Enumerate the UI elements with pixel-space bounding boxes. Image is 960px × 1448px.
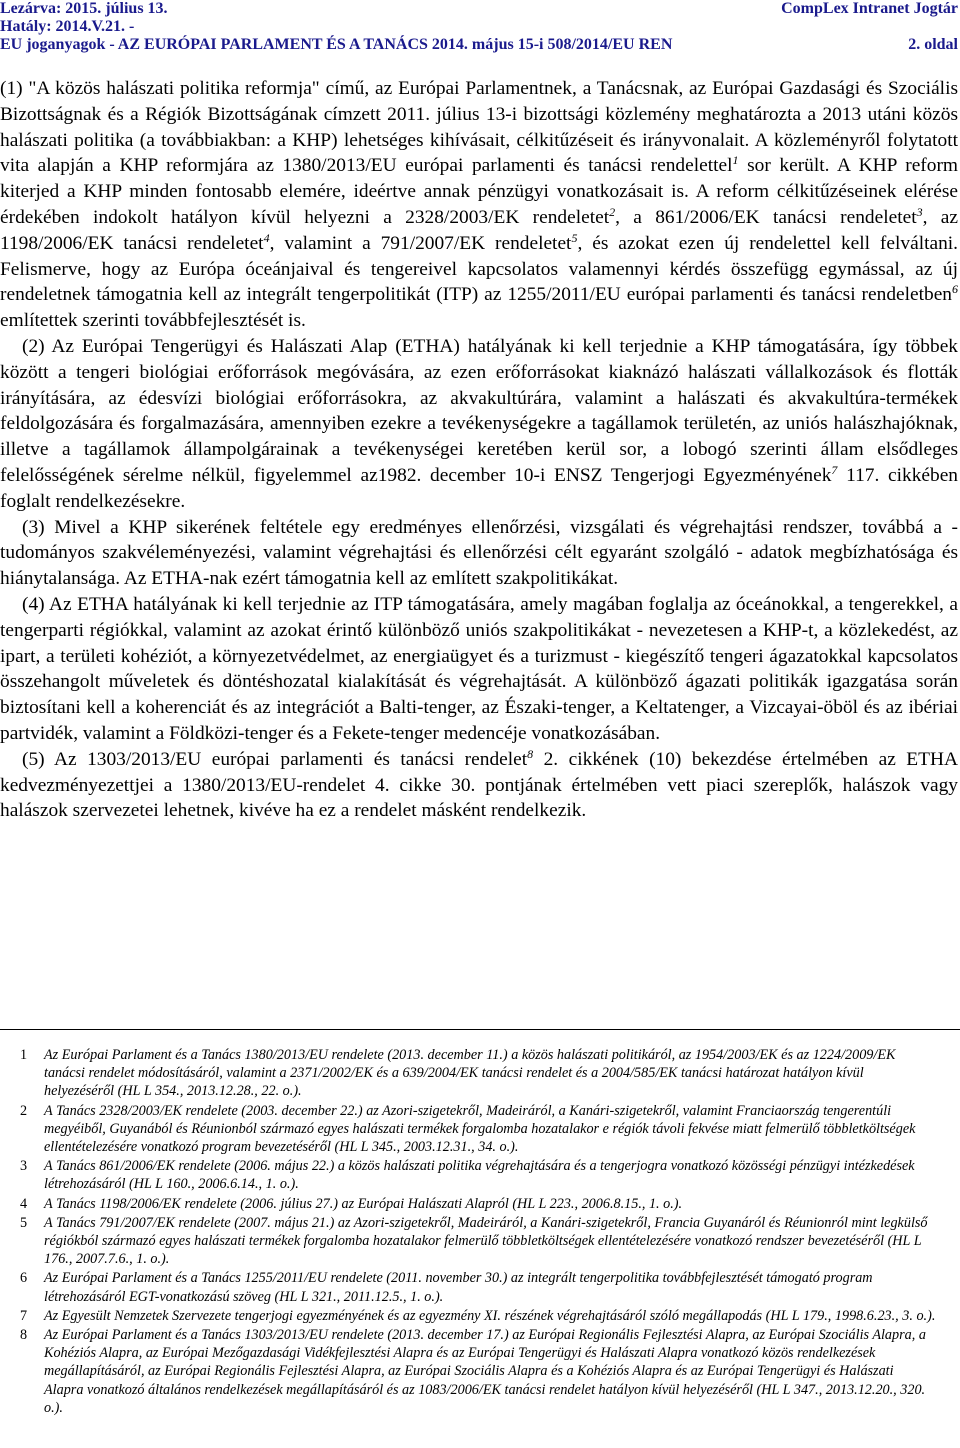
footnote-item <box>0 1307 960 1325</box>
recital-text: (4) Az ETHA hatályának ki kell terjednie az ITP támogatására, amely magában foglalja az óceánokkal, a tengerekkel, a tengerparti régiókkal, valamint az azokat érintő különböző uniós szakpolitikákat - nevezetesen a KHP-t, a közlekedést, az ipart, a területi kohéziót, a környezetvédelmet, az energiaügyet és a turizmust - kiegészítő tengeri ágazatokkal kapcsolatos összehangolt műveletek és döntéshozatal kialakítását és végrehajtását. A különböző ágazati politikák igazgatása során biztosítani kell a koherenciát és az integrációt a Balti-tenger, az Északi-tenger, a Keltatenger, a Vizcayai-öböl és az ibériai partvidék, valamint a Földközi-tenger és a Fekete-tenger medencéje vonatkozásában. <box>0 593 958 744</box>
footnote-ref: 6 <box>952 282 958 297</box>
recital-paragraph <box>0 747 958 824</box>
footnote-item <box>0 1269 960 1305</box>
recital-text: (1) "A közös halászati politika reformja" című, az Európai Parlamentnek, a Tanácsnak, az Európai Gazdasági és Szociális Bizottságnak és a Régiók Bizottságának címzett 2011. július 13-i bizottsági közlemény meghatározta a 2013 utáni közös halászati politika (a továbbiakban: a KHP) lehetséges kihívásait, célkitűzéseit és irányvonalait. A közleményről folytatott vita alapján a KHP reformjára az 1380/2013/EU európai parlamenti és tanácsi rendelettel <box>0 78 958 177</box>
footnote-item <box>0 1157 960 1193</box>
recital-text: 2. cikkének (10) bekezdése értelmében az ETHA kedvezményezettjei a 1380/2013/EU-rendelet 4. cikke 30. pontjának értelmében vett piaci szereplők, halászok vagy halászok szervezetei lehetnek, kivéve ha ez a rendelet másként rendelkezik. <box>0 748 958 822</box>
recital-text: (2) Az Európai Tengerügyi és Halászati Alap (ETHA) hatályának ki kell terjednie a KHP támogatására, így többek között a tengeri biológiai erőforrások megóvására, az ezen erőforrásokat kiaknázó halászati vállalkozások és flották irányítására, az édesvízi biológiai erőforrásokra, az akvakultúrára, valamint a halászati és akvakultúra-termékek feldolgozására és forgalmazására, amennyiben ezekre a tevékenységekre a tagállamok területén, az uniós halászhajóknak, illetve a tagállamok állampolgárainak a tevékenységei keretében kerül sor, a lobogó szerinti állam elsődleges felelősségének sérelme nélkül, figyelemmel az1982. december 10-i ENSZ Tengerjogi Egyezményének <box>0 335 958 486</box>
footnote-number: 2 <box>20 1102 28 1119</box>
law-title: EU joganyagok - AZ EURÓPAI PARLAMENT ÉS A TANÁCS 2014. május 15-i 508/2014/EU REN <box>0 36 673 53</box>
footnote-item <box>0 1102 960 1157</box>
footnote-ref: 3 <box>916 204 923 219</box>
closure-date: Lezárva: 2015. július 13. <box>0 0 168 17</box>
footnote-number: 6 <box>20 1270 28 1287</box>
page-number: 2. oldal <box>908 36 958 53</box>
footnote-number: 5 <box>20 1214 28 1231</box>
recital-paragraph <box>0 592 958 747</box>
recital-text: , valamint a 791/2007/EK rendeletet <box>269 232 572 254</box>
footnote-item <box>0 1195 960 1213</box>
footnote-text: Az Európai Parlament és a Tanács 1380/2013/EU rendelete (2013. december 11.) a közös halászati politikáról, az 1954/2003/EK és az 1224/2009/EK tanácsi rendelet módosításáról, valamint a 2371/2002/EK és a 639/2004/EK tanácsi rendelet és a 2004/585/EK tanácsi határozat hatályon kívül helyezéséről (HL L 354., 2013.12.28., 22. o.). <box>44 1047 896 1100</box>
recital-text: említettek szerinti továbbfejlesztését is. <box>0 310 306 332</box>
effective-date: Hatály: 2014.V.21. - <box>0 18 135 35</box>
footnote-number: 3 <box>20 1158 28 1175</box>
recital-text: , az 1198/2006/EK tanácsi rendeletet <box>0 206 958 254</box>
recital-text: 117. cikkében foglalt rendelkezésekre. <box>0 464 958 512</box>
footnote-text: A Tanács 2328/2003/EK rendelete (2003. december 22.) az Azori-szigetekről, Madeiráról, a Kanári-szigetekről, valamint Franciaország tengerentúli megyéiből, Guyanából és Réunionból származó egyes halászati termékek forgalomba hozatalakor e régiók távoli fekvése miatt felmerülő többletköltségek ellentételezésére vonatkozó program bevezetéséről (HL L 345., 2003.12.31., 34. o.). <box>44 1102 916 1156</box>
footnote-ref: 2 <box>609 204 616 219</box>
recital-text: (3) Mivel a KHP sikerének feltétele egy eredményes ellenőrzési, vizsgálati és végrehajtási rendszer, továbbá a - tudományos szakvéleményezési, valamint végrehajtási és ellenőrzési célt egyaránt szolgáló - adatok megbízhatósága és hiánytalansága. Az ETHA-nak ezért támogatnia kell az említett szakpolitikákat. <box>0 516 958 590</box>
footnote-text: Az Európai Parlament és a Tanács 1303/2013/EU rendelete (2013. december 17.) az Európai Regionális Fejlesztési Alapra, az Európai Szociális Alapra, a Kohéziós Alapra, az Európai Mezőgazdasági Vidékfejlesztési Alapra és az Európai Tengerügyi és Halászati Alapra vonatkozó közös rendelkezések megállapításáról, az Európai Regionális Fejlesztési Alapra, az Európai Szociális Alapra és a Kohéziós Alapra és az Európai Tengerügyi és Halászati Alapra vonatkozó általános rendelkezések megállapításáról és az 1083/2006/EK tanácsi rendelet hatályon kívül helyezéséről (HL L 347., 2013.12.20., 320. o.). <box>44 1327 926 1416</box>
footnote-item <box>0 1046 960 1101</box>
recital-text: , a 861/2006/EK tanácsi rendeletet <box>615 206 917 228</box>
footnote-text: Az Európai Parlament és a Tanács 1255/2011/EU rendelete (2011. november 30.) az integrált tengerpolitika továbbfejlesztését támogató program létrehozásáról EGT-vonatkozású szöveg (HL L 321., 2011.12.5., 1. o.). <box>44 1270 873 1305</box>
footnote-number: 8 <box>20 1327 28 1344</box>
footnote-number: 7 <box>20 1307 28 1324</box>
footnote-ref: 8 <box>527 746 534 761</box>
recital-paragraph <box>0 334 958 515</box>
footnote-text: A Tanács 1198/2006/EK rendelete (2006. július 27.) az Európai Halászati Alapról (HL L 223., 2006.8.15., 1. o.). <box>44 1195 683 1212</box>
footnote-ref: 5 <box>571 230 578 245</box>
recital-paragraph <box>0 515 958 592</box>
recitals-body <box>0 76 958 824</box>
footnote-text: A Tanács 861/2006/EK rendelete (2006. május 22.) a közös halászati politika végrehajtására és a tengerjogra vonatkozó közösségi pénzügyi intézkedések létrehozásáról (HL L 160., 2006.6.14., 1. o.). <box>44 1158 915 1193</box>
footnote-number: 1 <box>20 1047 28 1063</box>
footnote-item <box>0 1326 960 1417</box>
footnote-ref: 1 <box>732 153 739 168</box>
footnote-item <box>0 1214 960 1269</box>
footnote-separator <box>0 1029 960 1030</box>
footnote-ref: 7 <box>831 462 838 477</box>
footnote-text: Az Egyesült Nemzetek Szervezete tengerjogi egyezményének és az egyezmény XI. részének végrehajtásáról szóló megállapodás (HL L 179., 1998.6.23., 3. o.). <box>44 1307 936 1324</box>
footnote-ref: 4 <box>263 230 270 245</box>
footnotes-section <box>0 1046 960 1418</box>
footnote-text: A Tanács 791/2007/EK rendelete (2007. május 21.) az Azori-szigetekről, Madeiráról, a Kanári-szigetekről, Francia Guyanáról és Réunionról mint legkülső régiókból származó egyes halászati termékek forgalomba hozatalakor felmerülő többletköltségek ellentételezésére vonatkozó rendszer bevezetéséről (HL L 176., 2007.7.6., 1. o.). <box>44 1214 928 1268</box>
recital-text: (5) Az 1303/2013/EU európai parlamenti és tanácsi rendelet <box>22 748 528 770</box>
brand-name: CompLex Intranet Jogtár <box>781 0 958 17</box>
recital-paragraph <box>0 76 958 334</box>
recital-text: , és azokat ezen új rendelettel kell felváltani. Felismerve, hogy az Európa óceánjaival és tengereivel kapcsolatos valamennyi kérdés összefügg egymással, az új rendeletnek támogatnia kell az integrált tengerpolitikát (ITP) az 1255/2011/EU európai parlamenti és tanácsi rendeletben <box>0 232 959 306</box>
recital-text: sor került. A KHP reform kiterjed a KHP minden fontosabb elemére, ideértve annak pénzügyi vonatkozásait is. A reform célkitűzéseinek elérése érdekében indokolt hatályon kívül helyezni a 2328/2003/EK rendeletet <box>0 155 958 228</box>
footnote-number: 4 <box>20 1195 28 1212</box>
